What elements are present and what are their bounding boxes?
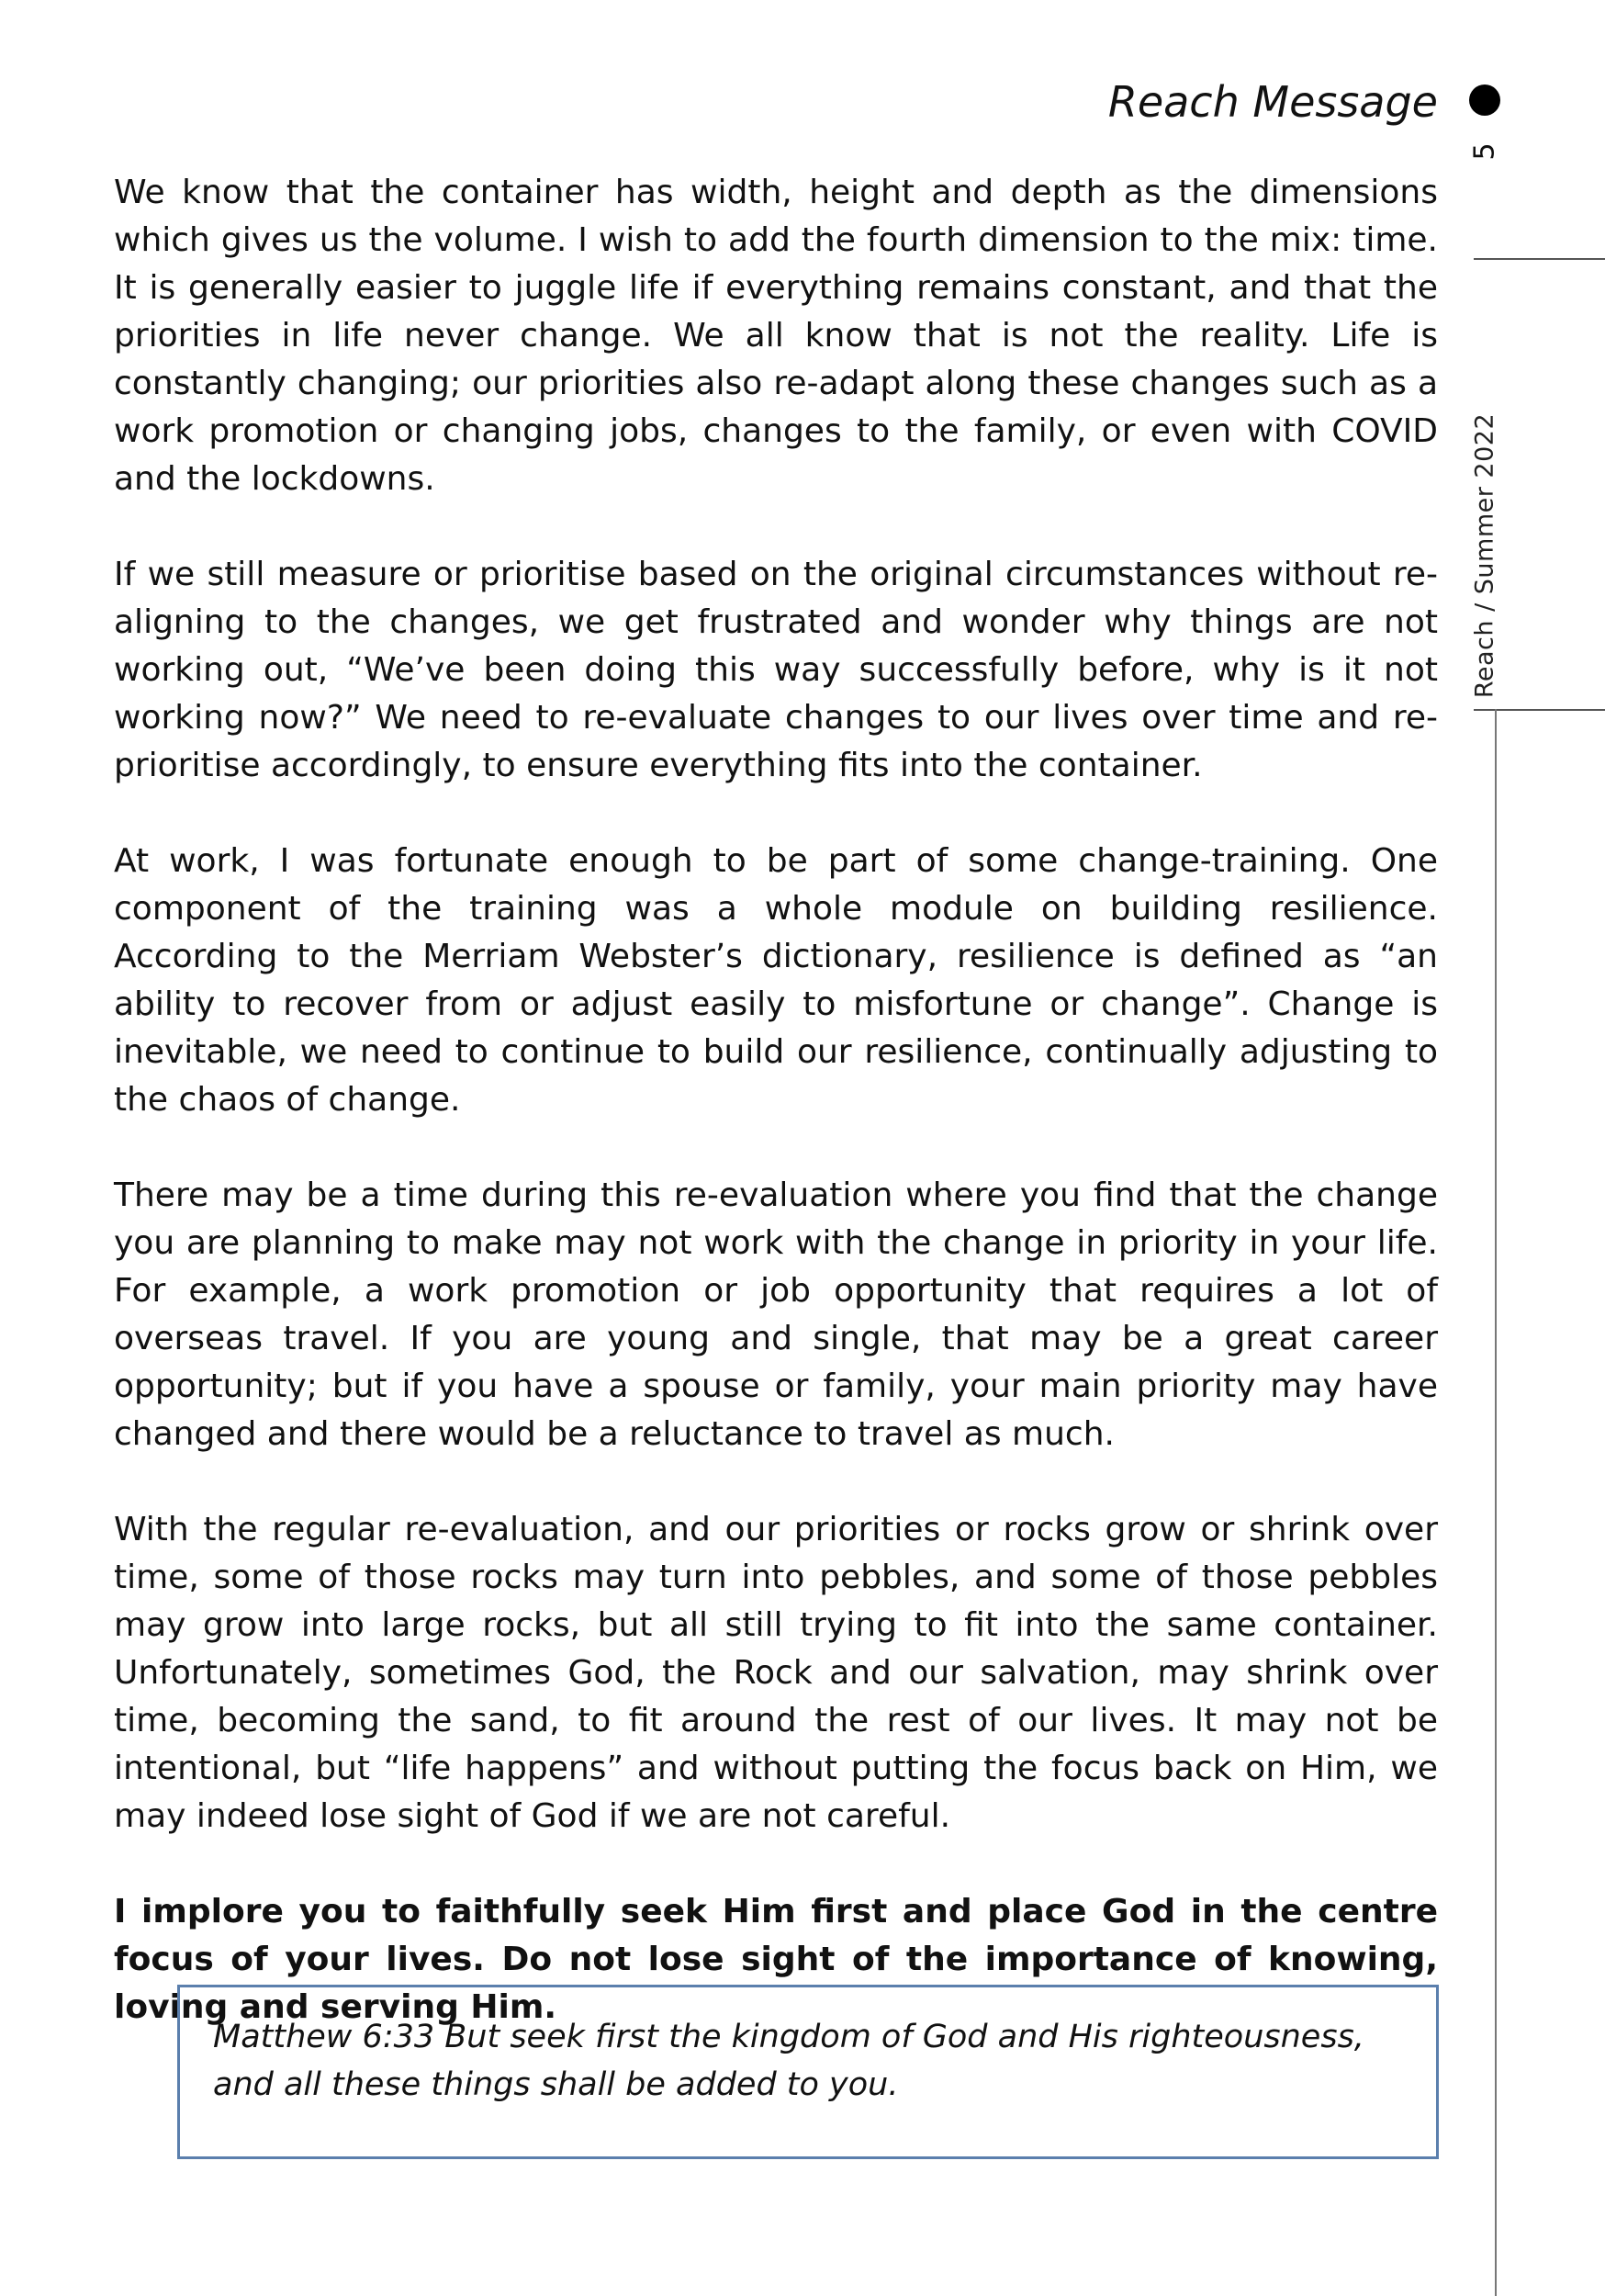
- page-number: 5: [1468, 142, 1501, 161]
- margin-rule-bottom: [1474, 709, 1605, 711]
- margin-rule-vertical: [1495, 709, 1497, 2296]
- article-paragraph: With the regular re-evaluation, and our priorities or rocks grow or shrink over time, some of those rocks may turn into pebbles, and some of those pebbles may grow into large rocks, but all still trying to fit into the same container. Unfortunately, sometimes God, the Rock and our salvation, may shrink over time, becoming the sand, to fit around the rest of our lives. It may not be intentional, but “life happens” and without putting the focus back on Him, we may indeed lose sight of God if we are not careful.: [114, 1511, 1438, 1835]
- article-body: [114, 169, 1438, 2032]
- scripture-quote-box: [177, 1985, 1439, 2159]
- scripture-quote-text: Matthew 6:33 But seek first the kingdom of God and His righteousness, and all these things shall be added to you.: [213, 2019, 1364, 2103]
- article-paragraph: At work, I was fortunate enough to be part of some change-training. One component of the training was a whole module on building resilience. According to the Merriam Webster’s dictionary, resilience is defined as “an ability to recover from or adjust easily to misfortune or change”. Change is inevitable, we need to continue to build our resilience, continually adjusting to the chaos of change.: [114, 842, 1438, 1119]
- article-paragraph: We know that the container has width, height and depth as the dimensions which gives us the volume. I wish to add the fourth dimension to the mix: time. It is generally easier to juggle life if everything remains constant, and that the priorities in life never change. We all know that is not the reality. Life is constantly changing; our priorities also re-adapt along these changes such as a work promotion or changing jobs, changes to the family, or even with COVID and the lockdowns.: [114, 174, 1438, 498]
- margin-rule-top: [1474, 258, 1605, 260]
- article-emphasis-paragraph: I implore you to faithfully seek Him first and place God in the centre focus of your lives. Do not lose sight of the importance of knowing, loving and serving Him.: [114, 1893, 1438, 2026]
- side-publication-label: Reach / Summer 2022: [1470, 412, 1499, 699]
- page-dot: [1469, 84, 1500, 116]
- page-header-title: Reach Message: [1107, 77, 1438, 127]
- article-paragraph: If we still measure or prioritise based on the original circumstances without re-aligning to the changes, we get frustrated and wonder why things are not working out, “We’ve been doing this way successfully before, why is it not working now?” We need to re-evaluate changes to our lives over time and re-prioritise accordingly, to ensure everything fits into the container.: [114, 556, 1438, 784]
- article-paragraph: There may be a time during this re-evaluation where you find that the change you are planning to make may not work with the change in priority in your life. For example, a work promotion or job opportunity that requires a lot of overseas travel. If you are young and single, that may be a great career opportunity; but if you have a spouse or family, your main priority may have changed and there would be a reluctance to travel as much.: [114, 1176, 1438, 1453]
